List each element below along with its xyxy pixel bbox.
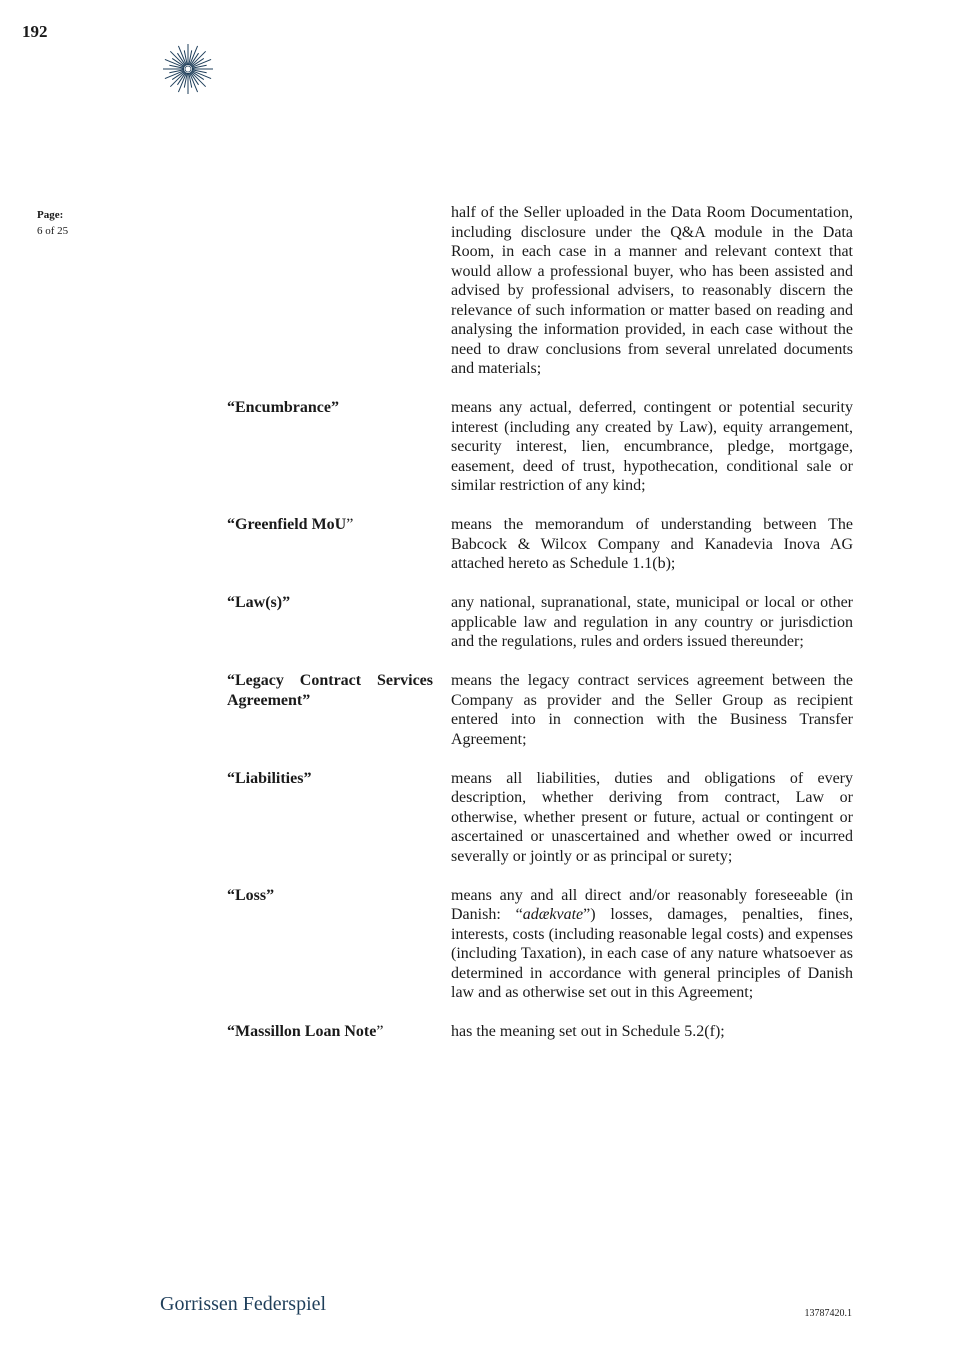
page-counter-label: Page: [37,209,64,221]
definition-row-liabilities [227,769,853,867]
definition-row-loss [227,886,853,1003]
definition-term: “Liabilities” [227,769,312,787]
definition-term: “Law(s)” [227,594,291,611]
definition-row-massillon-loan-note [227,1022,853,1042]
page-counter-value: 6 of 25 [37,225,69,237]
definition-row-legacy-contract [227,671,853,749]
sunburst-logo-icon [159,43,217,95]
definition-term: “Legacy Contract Services Agreement” [227,672,433,709]
definition-text: has the meaning set out in Schedule 5.2(f); [451,1023,725,1040]
definition-row-greenfield-mou [227,515,853,574]
definition-row-encumbrance [227,398,853,496]
definition-term [227,203,433,379]
definition-text: any national, supranational, state, municipal or local or other applicable law and regulation in any country or jurisdiction and the regulations, rules and orders issued thereunder; [451,594,853,650]
definition-row-continued [227,203,853,379]
definitions-list [227,203,853,1061]
document-reference: 13787420.1 [804,1308,852,1319]
definition-text: means all liabilities, duties and obligations of every description, whether deriving from contract, Law or otherwise, whether present or future, actual or contingent or ascertained or unascertained and whether owed or incurred severally or jointly or as principal or surety; [451,769,853,865]
page-counter [37,207,68,239]
definition-text: means the legacy contract services agreement between the Company as provider and the Seller Group as recipient entered into in connection with the Business Transfer Agreement; [451,672,853,748]
definition-row-laws [227,593,853,652]
definition-term: “Greenfield MoU” [227,516,354,533]
definition-term: “Encumbrance” [227,399,339,416]
page-number: 192 [22,22,48,41]
definition-text: means any and all direct and/or reasonably foreseeable (in Danish: “adækvate”) losses, damages, penalties, fines, interests, costs (including reasonable legal costs) and expenses (including Taxation), in each case of any nature whatsoever as determined in accordance with general principles of Danish law and as otherwise set out in this Agreement; [451,886,854,1001]
definition-text: means any actual, deferred, contingent or potential security interest (including any created by Law), equity arrangement, security interest, lien, encumbrance, pledge, mortgage, easement, deed of trust, hypothecation, conditional sale or similar restriction of any kind; [451,399,853,494]
definition-term: “Massillon Loan Note” [227,1023,384,1040]
definition-term: “Loss” [227,886,275,904]
firm-name: Gorrissen Federspiel [160,1293,327,1315]
definition-text: half of the Seller uploaded in the Data Room Documentation, including disclosure under the Q&A module in the Data Room, in each case in a manner and relevant context that would allow a professional buyer, who has been assisted and advised by professional advisers, to reasonably discern the relevance of such information or matter based on reading and analysing the information provided, in each case without the need to draw conclusions from several unrelated documents and materials; [451,204,853,377]
definition-text: means the memorandum of understanding between The Babcock & Wilcox Company and Kanadevia Inova AG attached hereto as Schedule 1.1(b); [451,516,853,572]
